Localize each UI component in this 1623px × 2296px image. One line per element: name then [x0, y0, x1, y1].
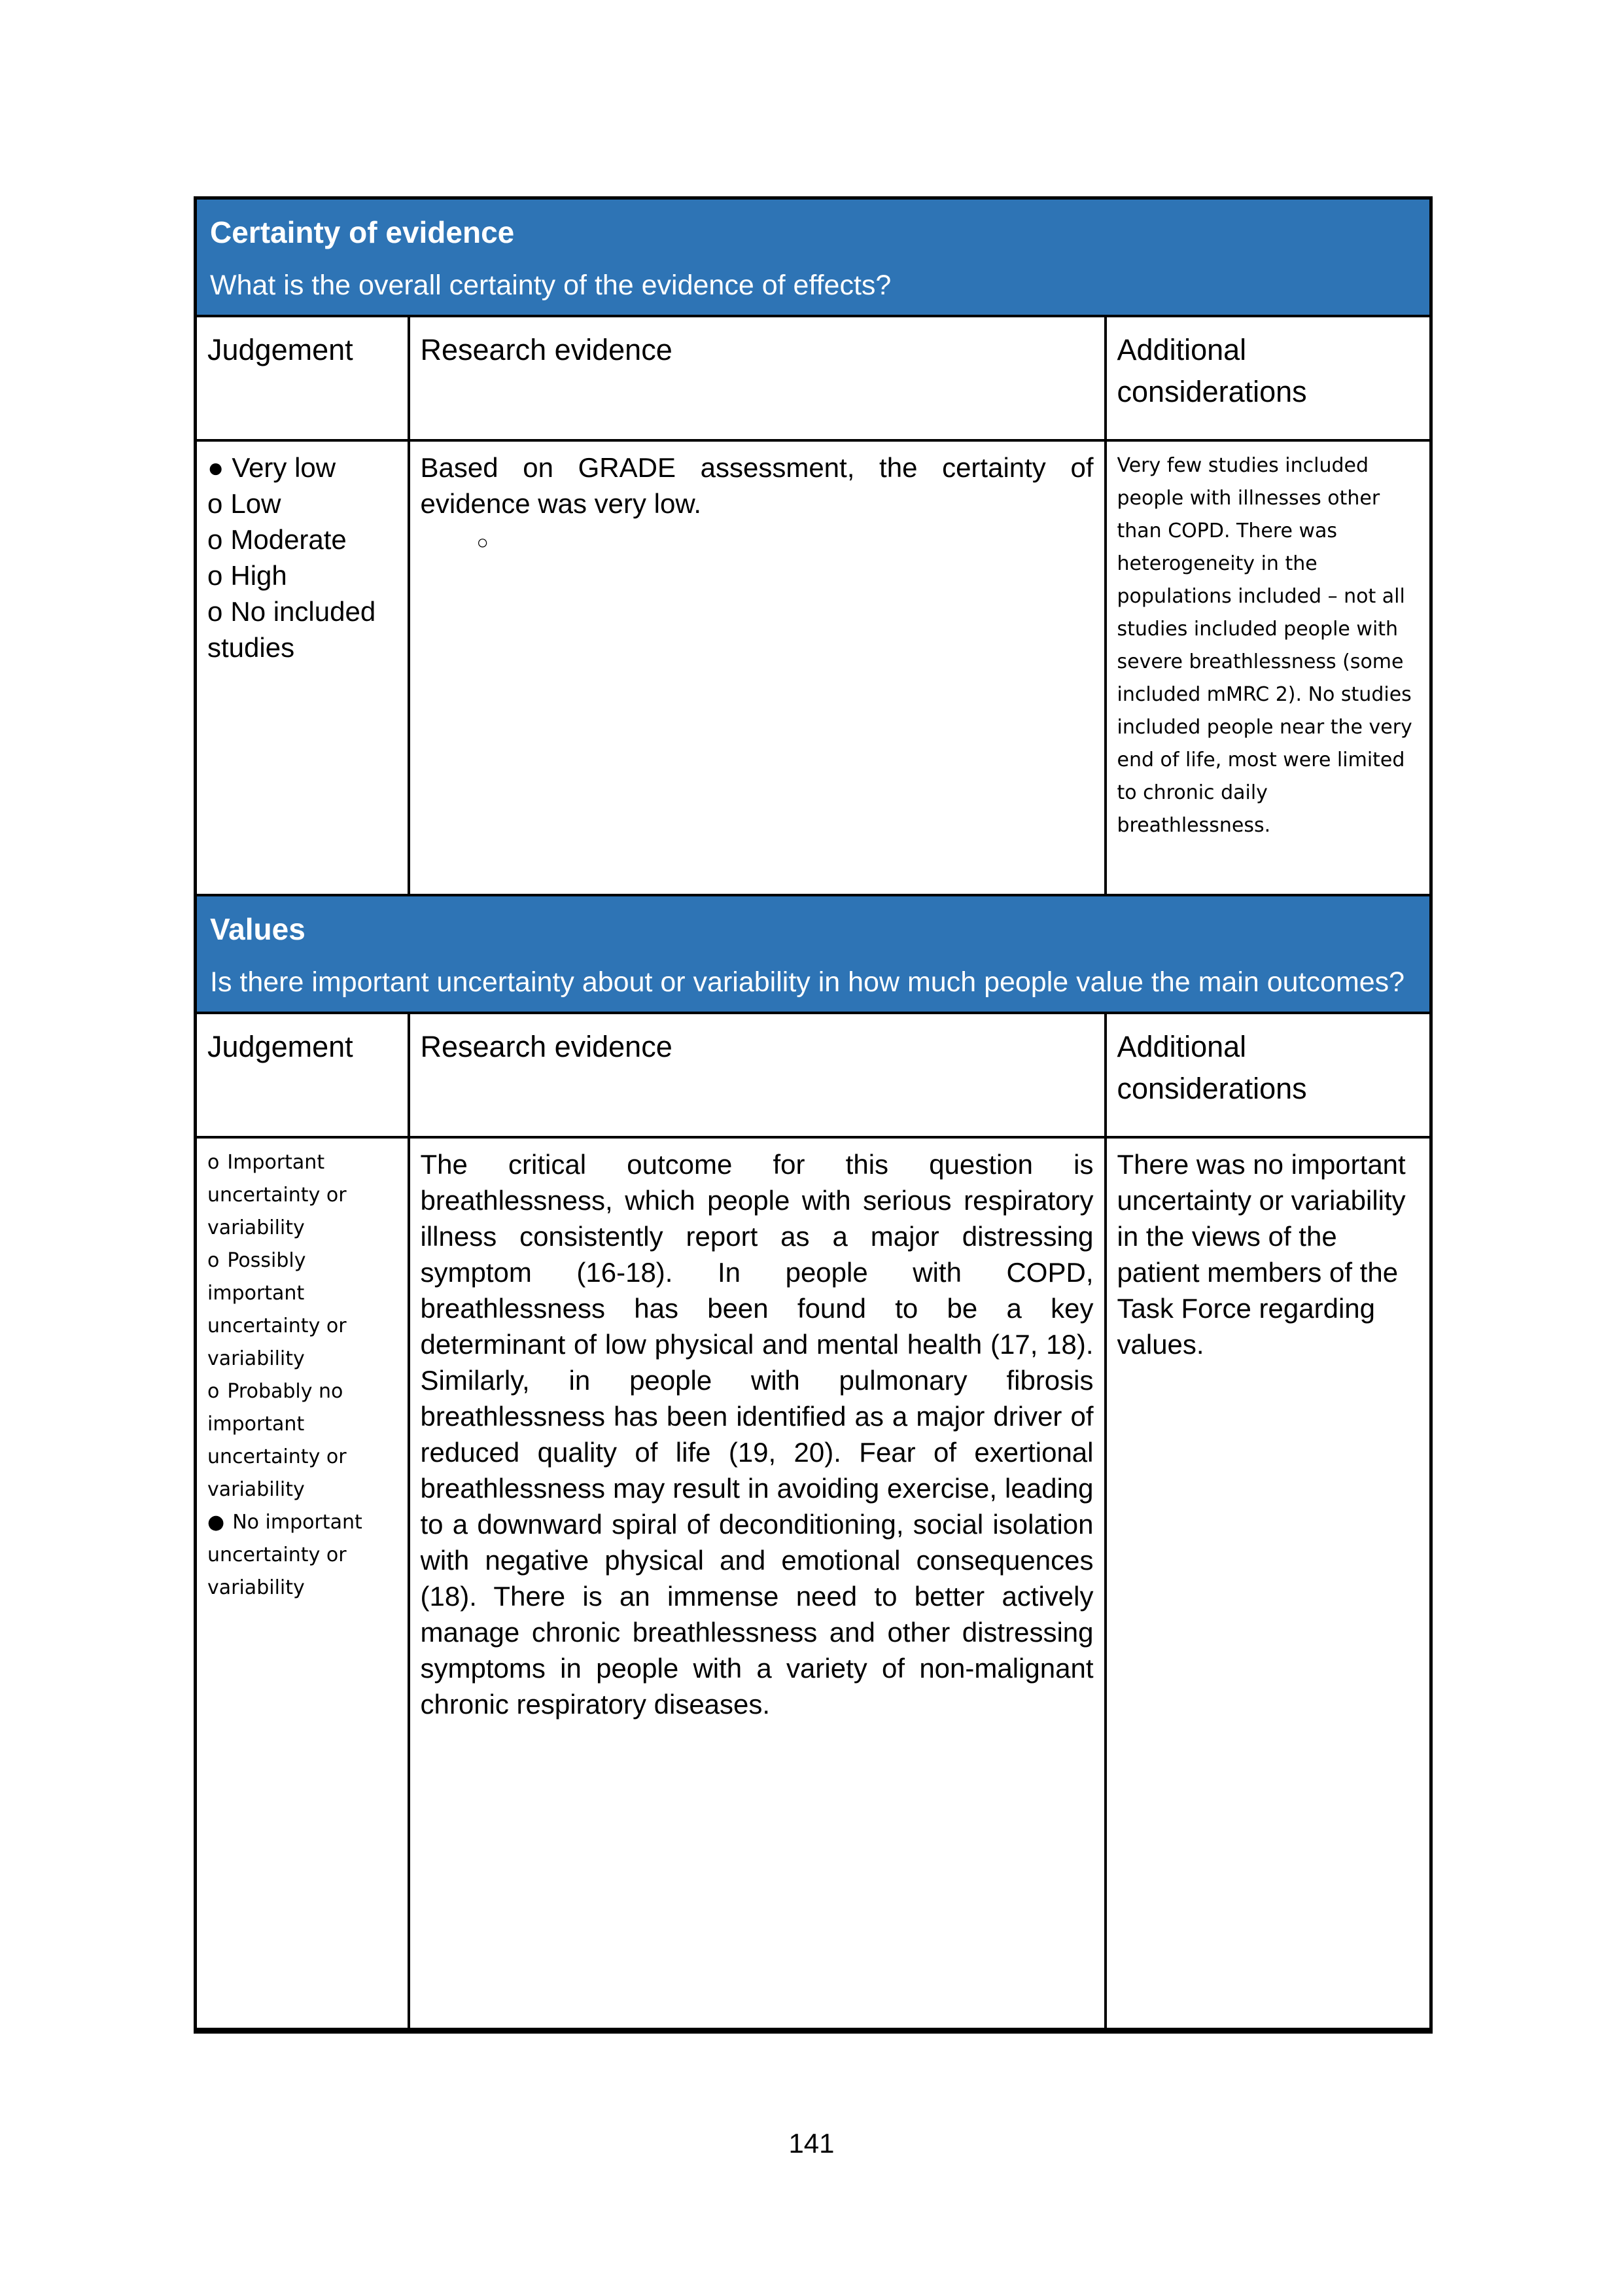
additional-considerations-cell: [1106, 1137, 1431, 2031]
judgement-option-label: No important uncertainty or variability: [207, 1511, 362, 1599]
additional-considerations-header: Additional considerations: [1106, 1013, 1431, 1137]
judgement-option-label: Important uncertainty or variability: [207, 1151, 347, 1239]
judgement-option: [207, 593, 397, 665]
section-question: Is there important uncertainty about or variability in how much people value the main outcomes?: [210, 966, 1405, 998]
judgement-option-label: Probably no important uncertainty or variability: [207, 1380, 347, 1501]
judgement-option: [207, 557, 397, 593]
research-evidence-header: Research evidence: [409, 316, 1106, 440]
additional-considerations-cell: [1106, 440, 1431, 895]
judgement-option: [207, 450, 397, 486]
judgement-option-label: Very low: [232, 452, 336, 483]
section-band-certainty: [196, 198, 1431, 317]
radio-marker-unselected: o: [207, 524, 223, 555]
open-circle-bullet-icon: ○: [476, 532, 489, 554]
radio-marker-unselected: o: [207, 1380, 220, 1403]
judgement-option-label: Low: [230, 488, 281, 519]
section-body-row: [196, 1137, 1431, 2031]
section-band-cell: [196, 895, 1431, 1013]
additional-considerations-text: Very few studies included people with illnesses other than COPD. There was heterogeneity in the populations included – not all studies included people with severe breathlessness (some included mMRC 2). No studies included people near the very end of life, most were limited to chronic daily breathlessness.: [1117, 454, 1412, 837]
radio-marker-unselected: o: [207, 1151, 220, 1174]
additional-considerations-header: Additional considerations: [1106, 316, 1431, 440]
radio-marker-unselected: o: [207, 1249, 220, 1272]
evidence-to-decision-table: [194, 196, 1433, 2034]
radio-marker-unselected: o: [207, 596, 223, 627]
judgement-header: Judgement: [196, 316, 409, 440]
judgement-option-label: Possibly important uncertainty or variability: [207, 1249, 347, 1370]
column-header-row: [196, 1013, 1431, 1137]
judgement-header: Judgement: [196, 1013, 409, 1137]
empty-sub-bullet: [477, 521, 1094, 561]
section-title: Certainty of evidence: [210, 215, 515, 249]
radio-marker-unselected: o: [207, 488, 223, 519]
judgement-option: [207, 1375, 397, 1506]
section-body-row: [196, 440, 1431, 895]
section-title: Values: [210, 912, 305, 946]
judgement-option-label: No included studies: [207, 596, 376, 663]
judgement-option-label: High: [230, 560, 287, 591]
research-evidence-cell: [409, 440, 1106, 895]
judgement-cell: [196, 440, 409, 895]
judgement-option: [207, 1146, 397, 1245]
radio-marker-selected: ●: [207, 1511, 225, 1534]
judgement-cell: [196, 1137, 409, 2031]
additional-considerations-text: There was no important uncertainty or variability in the views of the patient members of the Task Force regarding values.: [1117, 1149, 1406, 1360]
section-band-cell: [196, 198, 1431, 317]
judgement-option-label: Moderate: [230, 524, 347, 555]
judgement-option: [207, 1506, 397, 1604]
judgement-option: [207, 1245, 397, 1375]
section-band-values: [196, 895, 1431, 1013]
column-header-row: [196, 316, 1431, 440]
radio-marker-unselected: o: [207, 560, 223, 591]
research-evidence-paragraph: The critical outcome for this question is breathlessness, which people with serious respiratory illness consistently report as a major distressing symptom (16-18). In people with COPD, breathlessness has been found to be a key determinant of low physical and mental health (17, 18). Similarly, in people with pulmonary fibrosis breathlessness has been identified as a major driver of reduced quality of life (19, 20). Fear of exertional breathlessness may result in avoiding exercise, leading to a downward spiral of deconditioning, social isolation with negative physical and emotional consequences (18). There is an immense need to better actively manage chronic breathlessness and other distressing symptoms in people with a variety of non-malignant chronic respiratory diseases.: [420, 1149, 1094, 1720]
section-question: What is the overall certainty of the evidence of effects?: [210, 270, 892, 301]
radio-marker-selected: ●: [207, 452, 224, 483]
research-evidence-header: Research evidence: [409, 1013, 1106, 1137]
judgement-option: [207, 486, 397, 521]
research-evidence-cell: [409, 1137, 1106, 2031]
research-evidence-paragraph: Based on GRADE assessment, the certainty of evidence was very low.: [420, 452, 1094, 519]
judgement-option: [207, 521, 397, 557]
page-number: 141: [788, 2128, 835, 2159]
